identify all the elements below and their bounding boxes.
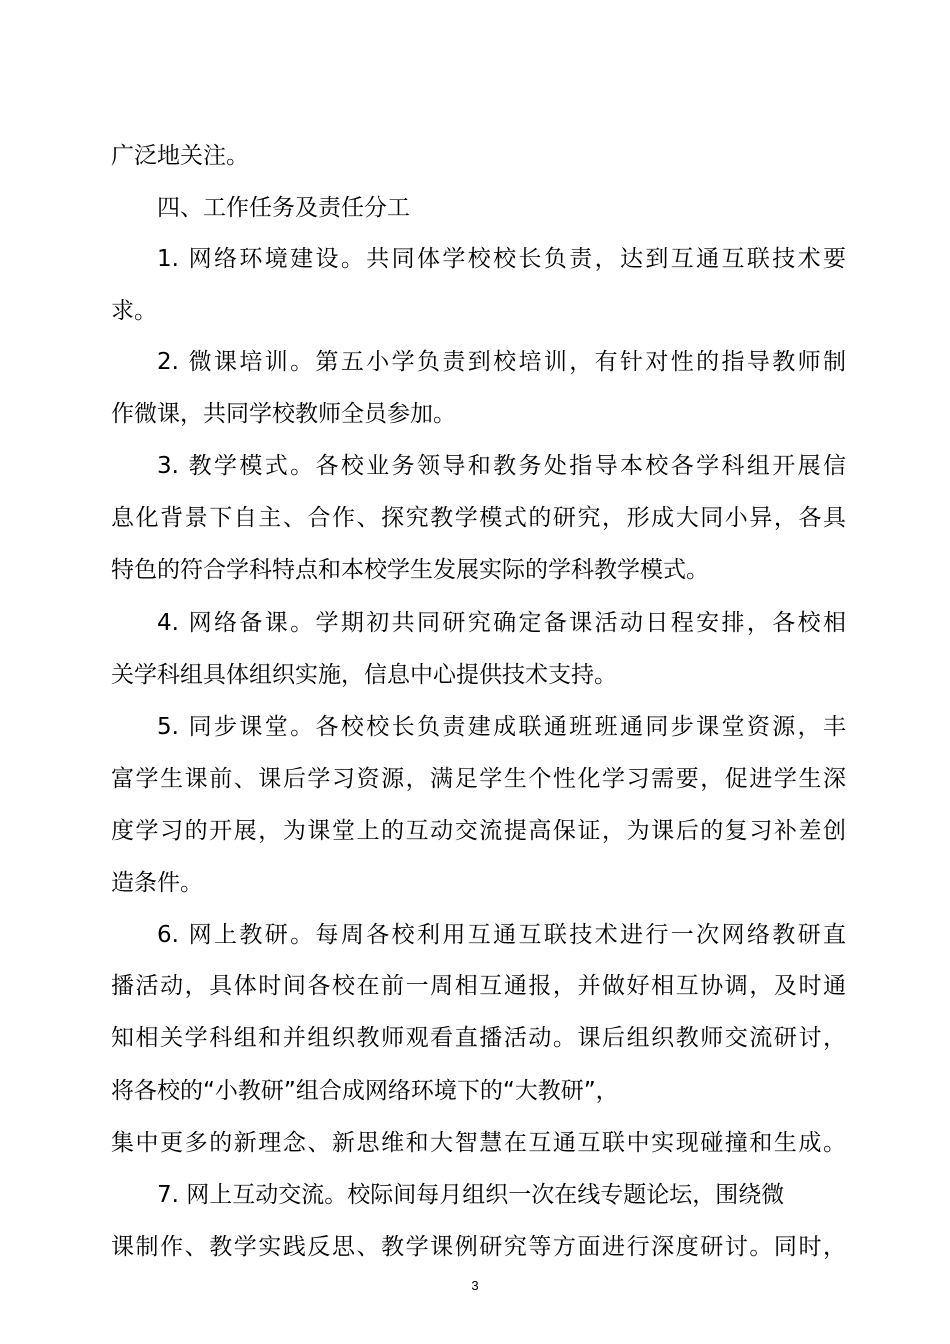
paragraph-line: 作微课，共同学校教师全员参加。 [111, 401, 456, 427]
paragraph-line: 3. 教学模式。各校业务领导和教务处指导本校各学科组开展信 [157, 453, 846, 479]
paragraph-line: 将各校的“小教研”组合成网络环境下的“大教研”， [111, 1078, 619, 1104]
paragraph-line: 知相关学科组和并组织教师观看直播活动。课后组织教师交流研讨， [111, 1025, 846, 1051]
paragraph-line: 广泛地关注。 [111, 143, 249, 169]
paragraph-line: 息化背景下自主、合作、探究教学模式的研究，形成大同小异，各具 [111, 505, 846, 531]
paragraph-line: 特色的符合学科特点和本校学生发展实际的学科教学模式。 [111, 557, 709, 583]
paragraph-line: 课制作、教学实践反思、教学课例研究等方面进行深度研讨。同时， [111, 1234, 846, 1260]
paragraph-line: 播活动，具体时间各校在前一周相互通报，并做好相互协调，及时通 [111, 973, 846, 999]
paragraph-line: 4. 网络备课。学期初共同研究确定备课活动日程安排，各校相 [157, 610, 846, 636]
paragraph-line: 富学生课前、课后学习资源，满足学生个性化学习需要，促进学生深 [111, 766, 846, 792]
page-number: 3 [471, 1278, 479, 1293]
paragraph-line: 关学科组具体组织实施，信息中心提供技术支持。 [111, 662, 617, 688]
paragraph-line: 5. 同步课堂。各校校长负责建成联通班班通同步课堂资源，丰 [157, 714, 846, 740]
paragraph-line: 2. 微课培训。第五小学负责到校培训，有针对性的指导教师制 [157, 349, 846, 375]
paragraph-line: 1. 网络环境建设。共同体学校校长负责，达到互通互联技术要 [157, 246, 846, 272]
paragraph-line: 集中更多的新理念、新思维和大智慧在互通互联中实现碰撞和生成。 [111, 1130, 846, 1156]
paragraph-line: 造条件。 [111, 870, 203, 896]
paragraph-line: 7. 网上互动交流。校际间每月组织一次在线专题论坛，围绕微 [157, 1182, 785, 1208]
section-heading: 四、工作任务及责任分工 [157, 195, 410, 221]
paragraph-line: 求。 [111, 298, 157, 324]
paragraph-line: 度学习的开展，为课堂上的互动交流提高保证，为课后的复习补差创 [111, 818, 846, 844]
paragraph-line: 6. 网上教研。每周各校利用互通互联技术进行一次网络教研直 [157, 922, 846, 948]
